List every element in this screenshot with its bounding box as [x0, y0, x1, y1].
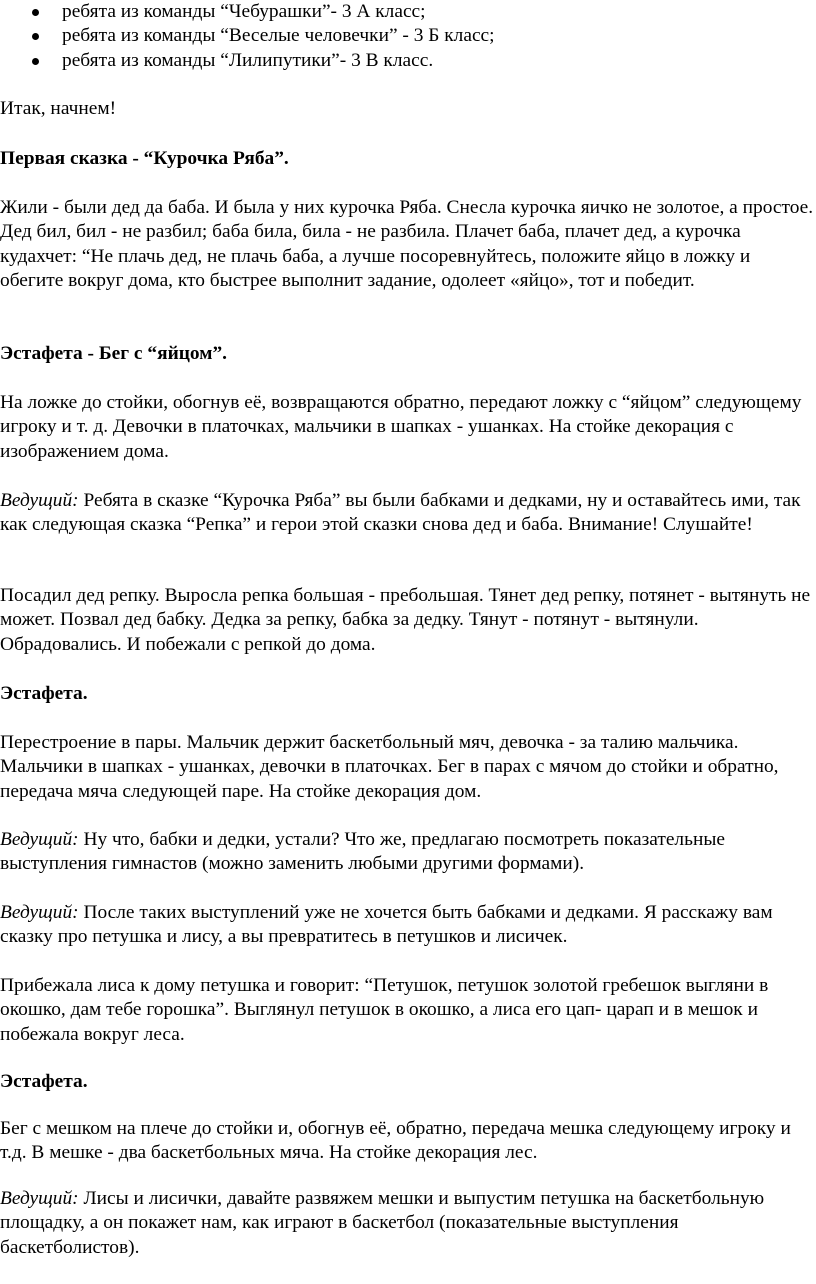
bullet-icon — [32, 33, 39, 40]
host-label: Ведущий: — [0, 829, 79, 850]
tale3-paragraph: Прибежала лиса к дому петушка и говорит: “Петушок, петушок золотой гребешок выгляни в окошко, дам тебе горошка”. Выглянул петушок в окошко, а лиса его цап- царап и в мешок и побежала вокруг леса. — [0, 975, 769, 1045]
relay2-heading: Эстафета. — [0, 683, 88, 704]
intro-text: Итак, начнем! — [0, 98, 117, 119]
relay3-heading: Эстафета. — [0, 1071, 88, 1092]
host2-paragraph: Ведущий: Ну что, бабки и дедки, устали? Что же, предлагаю посмотреть показательные выступления гимнастов (можно заменить любыми другими формами). — [0, 829, 725, 875]
bullet-icon — [32, 58, 39, 65]
host4-paragraph: Ведущий: Лисы и лисички, давайте развяжем мешки и выпустим петушка на баскетбольную площадку, а он покажет нам, как играют в баскетбол (показательные выступления баскетболистов). — [0, 1188, 765, 1258]
relay2-paragraph: Перестроение в пары. Мальчик держит баскетбольный мяч, девочка - за талию мальчика. Мальчики в шапках - ушанках, девочки в платочках. Бег в парах с мячом до стойки и обратно, передача мяча следующей паре. На стойке декорация дом. — [0, 732, 779, 802]
host-label: Ведущий: — [0, 902, 79, 923]
tale1-heading: Первая сказка - “Курочка Ряба”. — [0, 148, 289, 169]
tale1-paragraph: Жили - были дед да баба. И была у них курочка Ряба. Снесла курочка яичко не золотое, а простое. Дед бил, бил - не разбил; баба била, била - не разбила. Плачет баба, плачет дед, а курочка кудахчет: “Не плачь дед, не плачь баба, а лучше посоревнуйтесь, положите яйцо в ложку и обегите вокруг дома, кто быстрее выполнит задание, одолеет «яйцо», тот и победит. — [0, 197, 814, 292]
relay3-paragraph: Бег с мешком на плече до стойки и, обогнув её, обратно, передача мешка следующему игроку и т.д. В мешке - два баскетбольных мяча. На стойке декорация лес. — [0, 1118, 791, 1164]
bullet-icon — [32, 9, 39, 16]
host3-paragraph: Ведущий: После таких выступлений уже не хочется быть бабками и дедками. Я расскажу вам сказку про петушка и лису, а вы превратитесь в петушков и лисичек. — [0, 902, 773, 948]
document-page: ребята из команды “Чебурашки”- 3 А класс; ребята из команды “Веселые человечки” - 3 Б класс; ребята из команды “Лилипутики”- 3 В класс. Итак, начнем! Первая сказка - “Курочка Ряба”. Жили - были дед да баба. И была у них курочка Ряба. Снесла курочка яичко не золотое, а простое. Дед бил, бил - не разбил; баба била, била - не разбила. Плачет баба, плачет дед, а курочка кудахчет: “Не плачь дед, не плачь баба, а лучше посоревнуйтесь, положите яйцо в ложку и обегите вокруг дома, кто быстрее выполнит задание, одолеет «яйцо», тот и победит. Эстафета - Бег с “яйцом”. На ложке до стойки, обогнув её, возвращаются обратно, передают ложку с “яйцом” следующему игроку и т. д. Девочки в платочках, мальчики в шапках - ушанках. На стойке декорация с изображением дома. Ведущий: Ребята в сказке “Курочка Ряба” вы были бабками и дедками, ну и оставайтесь ими, так как следующая сказка “Репка” и герои этой сказки снова дед и баба. Внимание! Слушайте! Посадил дед репку. Выросла репка большая - пребольшая. Тянет дед репку, потянет - вытянуть не может. Позвал дед бабку. Дедка за репку, бабка за дедку. Тянут - потянут - вытянули. Обрадовались. И побежали с репкой до дома. Эстафета. Перестроение в пары. Мальчик держит баскетбольный мяч, девочка - за талию мальчика. Мальчики в шапках - ушанках, девочки в платочках. Бег в парах с мячом до стойки и обратно, передача мяча следующей паре. На стойке декорация дом. Ведущий: Ну что, бабки и дедки, устали? Что же, предлагаю посмотреть показательные выступления гимнастов (можно заменить любыми другими формами). Ведущий: После таких выступлений уже не хочется быть бабками и дедками. Я расскажу вам сказку про петушка и лису, а вы превратитесь в петушков и лисичек. Прибежала лиса к дому петушка и говорит: “Петушок, петушок золотой гребешок выгляни в окошко, дам тебе горошка”. Выглянул петушок в окошко, а лиса его цап- царап и в мешок и побежала вокруг леса. Эстафета. Бег с мешком на плече до стойки и, обогнув её, обратно, передача мешка следующему игроку и т.д. В мешке - два баскетбольных мяча. На стойке декорация лес. Ведущий: Лисы и лисички, давайте развяжем мешки и выпустим петушка на баскетбольную площадку, а он покажет нам, как играют в баскетбол (показательные выступления баскетболистов). — [0, 0, 816, 1284]
host-label: Ведущий: — [0, 490, 79, 511]
host-label: Ведущий: — [0, 1188, 79, 1209]
relay1-paragraph: На ложке до стойки, обогнув её, возвращаются обратно, передают ложку с “яйцом” следующему игроку и т. д. Девочки в платочках, мальчики в шапках - ушанках. На стойке декорация с изображением дома. — [0, 392, 802, 462]
tale2-paragraph: Посадил дед репку. Выросла репка большая - пребольшая. Тянет дед репку, потянет - вытянуть не может. Позвал дед бабку. Дедка за репку, бабка за дедку. Тянут - потянут - вытянули. Обрадовались. И побежали с репкой до дома. — [0, 585, 811, 655]
relay1-heading: Эстафета - Бег с “яйцом”. — [0, 343, 227, 364]
host1-paragraph: Ведущий: Ребята в сказке “Курочка Ряба” вы были бабками и дедками, ну и оставайтесь ими, так как следующая сказка “Репка” и герои этой сказки снова дед и баба. Внимание! Слушайте! — [0, 490, 801, 536]
